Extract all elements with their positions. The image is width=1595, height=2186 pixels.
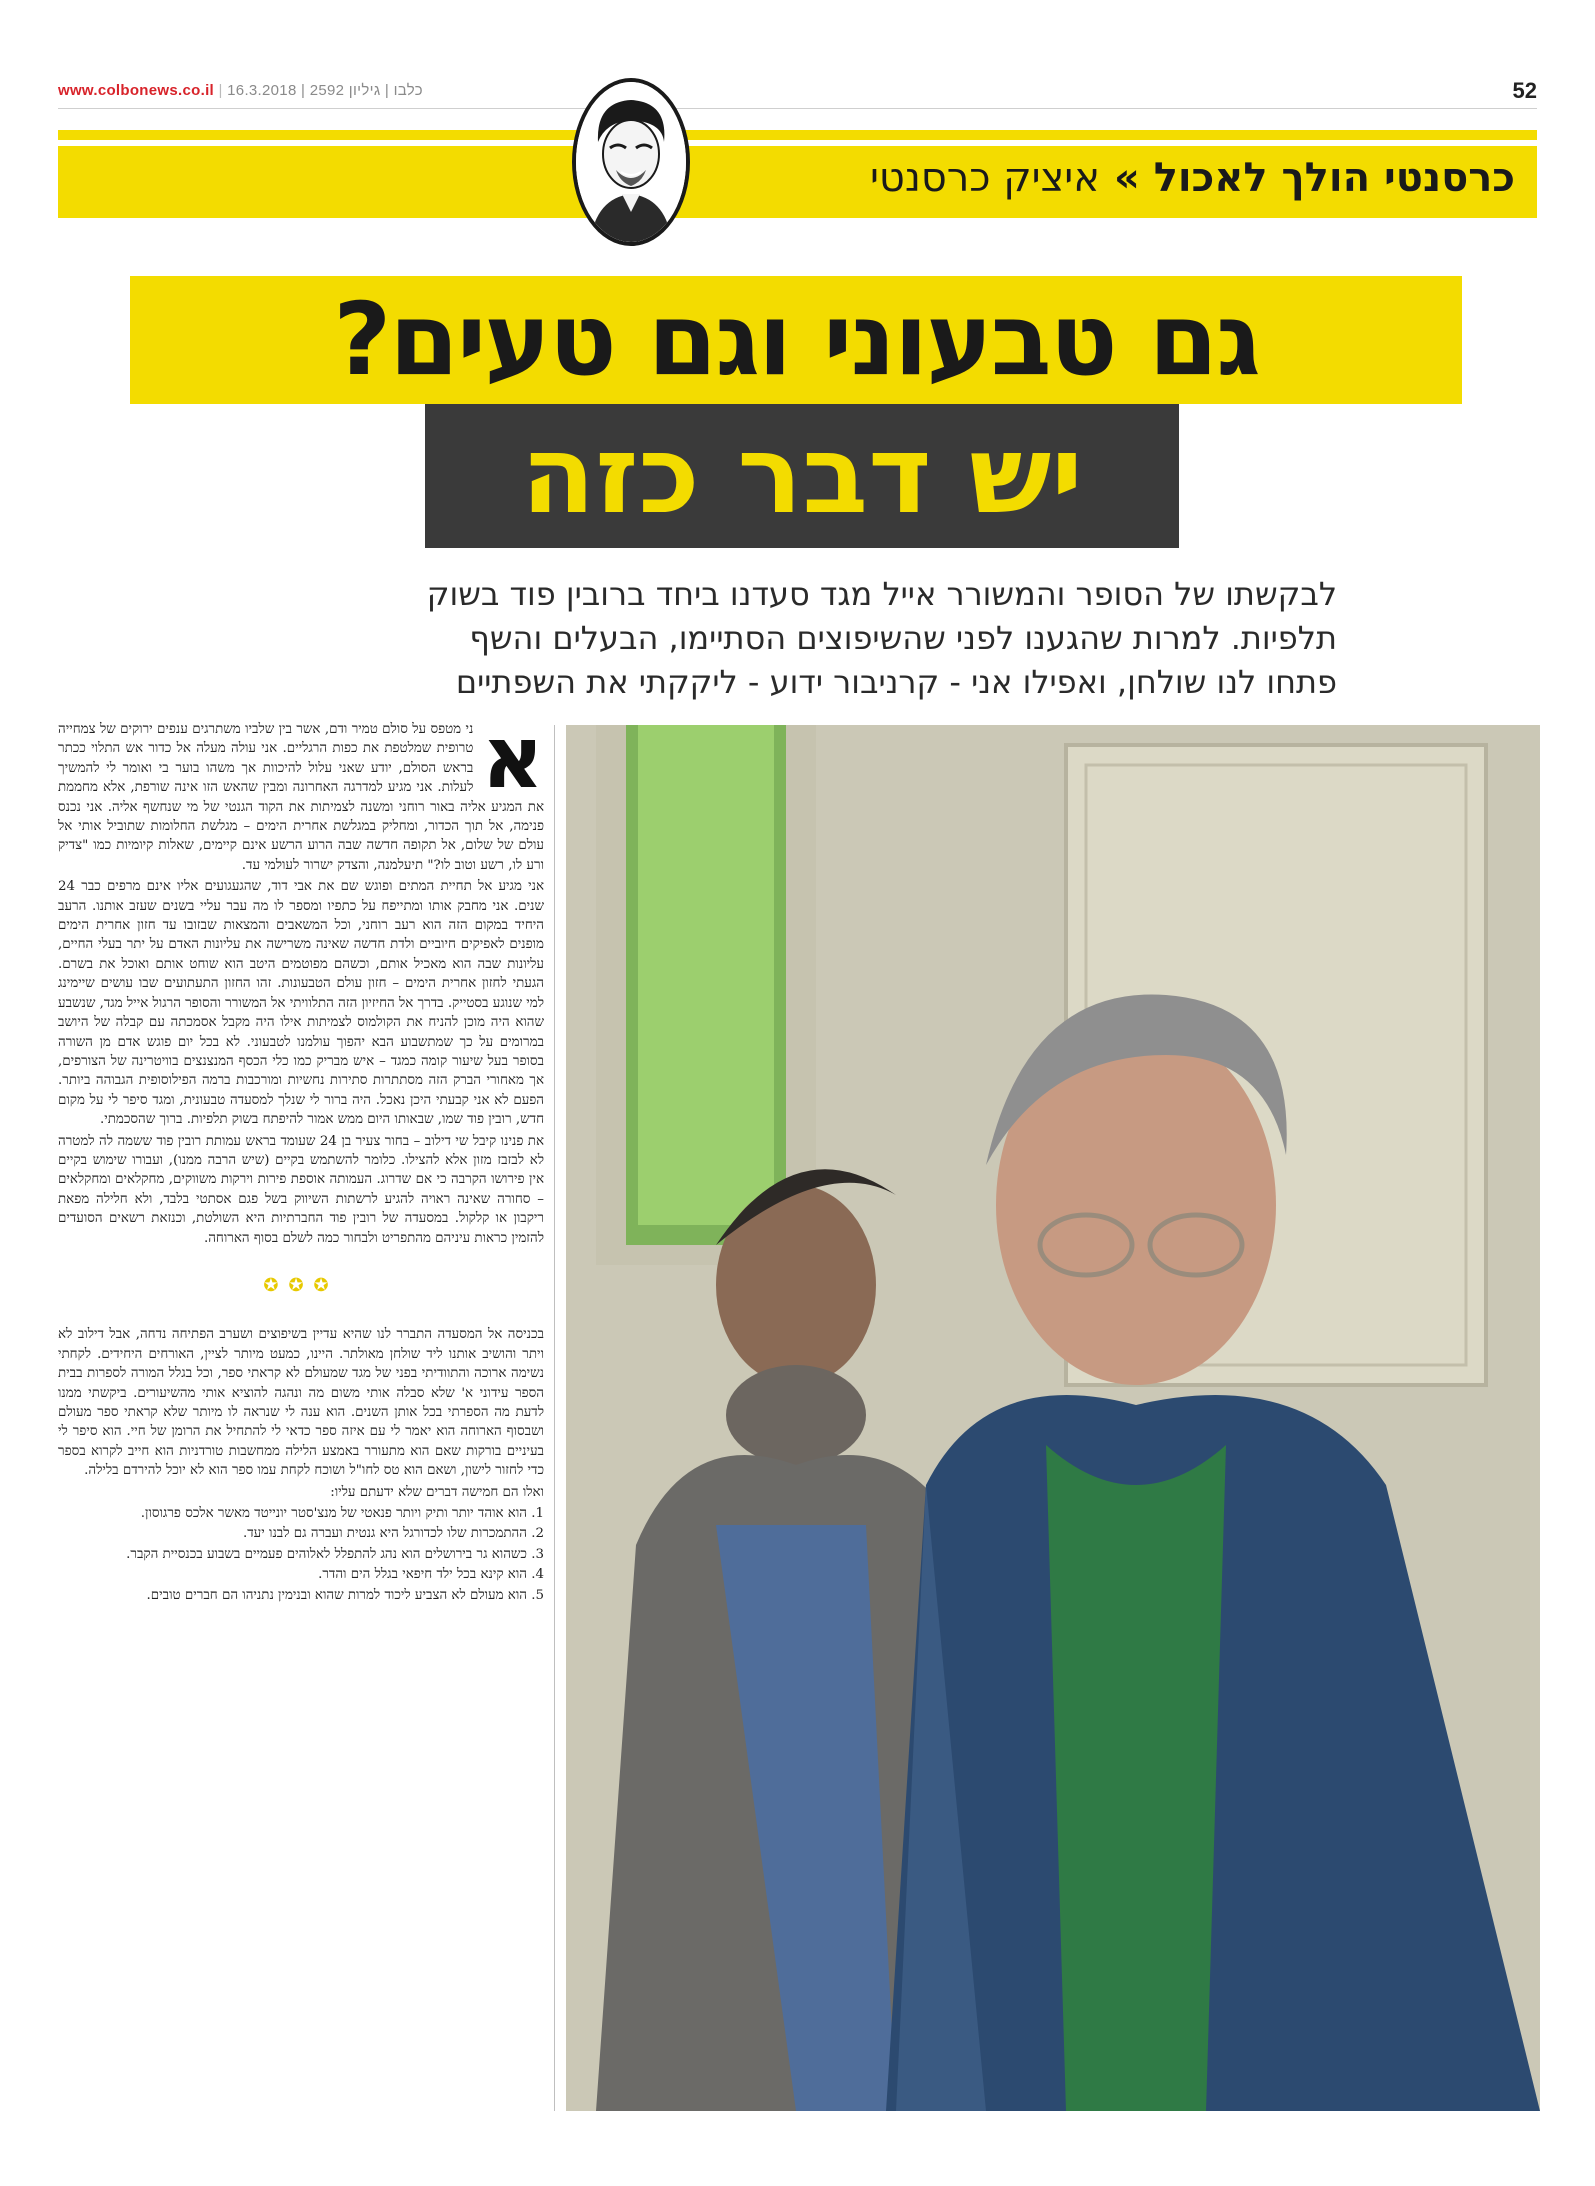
column-title [870, 155, 1515, 201]
column-separator: » [1113, 155, 1140, 201]
column-author: איציק כרסנטי [869, 155, 1100, 201]
headline-text-2: יש דבר כזה [521, 413, 1083, 538]
photo-two-men-selfie [566, 725, 1540, 2111]
header-rule [58, 108, 1537, 109]
drop-cap: א [481, 708, 544, 808]
headline-line-1 [130, 276, 1462, 404]
column-band [58, 146, 1537, 218]
deck-line: פתחו לנו שולחן, ואפילו אני - קרניבור ידוע - ליקקתי את השפתיים [455, 663, 1337, 701]
column-band-top [58, 130, 1537, 140]
meta-separator: | [218, 82, 228, 99]
list-item: 5. הוא מעולם לא הצביע ליכוד למרות שהוא ובנימין נתניהו הם חברים טובים. [146, 1587, 544, 1603]
article-body [58, 708, 545, 1606]
headline-text-1: גם טבעוני וגם טעים? [333, 281, 1259, 398]
deck-line: תלפיות. למרות שהגענו לפני שהשיפוצים הסתיימו, הבעלים והשף [469, 619, 1337, 657]
article-deck [240, 572, 1337, 704]
deck-line: לבקשתו של הסופר והמשורר אייל מגד סעדנו ביחד ברובין פוד בשוק [426, 575, 1337, 613]
list-intro: ואלו הם חמישה דברים שלא ידעתם עליו: [330, 1484, 544, 1500]
issue-meta [58, 82, 423, 99]
column-divider [554, 725, 555, 2111]
paragraph-text: ני מטפס על סולם טמיר ודם, אשר בין שלביו משתרגים ענפים ירוקים של צמחייה טרופית שמלטפת את כפות הרגליים. אני עולה מעלה אל כדור אש התלוי ככתר בראש הסולם, יודע שאני עלול להיכוות אך משהו בוער בי ואומר לי להמשיך לעלות. אני מגיע למדרגה האחרונה ומבין שהאש הזו אינה שורפת, אלא מחממת את המגיע אליה באור רוחני ומשנה לצמיתות את הקוד הגנטי של מי שנחשף אליה. אני נכנס פנימה, אל תוך הכדור, ומחליק במגלשת אחרית הימים – מגלשת החלומות שתוביל אותי אל עולם של שלום, אל תקופה חדשה שבה הרוע הרשע אינם קיימים, שאלות קיומיות כמו "צדיק ורע לו, רשע וטוב לו?" תיעלמנה, והצדק ישרור לעולמי עד. [58, 722, 544, 873]
article-paragraph: את פנינו קיבל שי דילוב – בחור צעיר בן 24 שעומד בראש עמותת רובין פוד ששמה לה למטרה לא לבזבז מזון אלא להצילו. כלומר להשתמש בקיים (שיש הרבה ממנו), ועבורו שימוש בקיים אין פירושו הקרבה כי אם שדרוג. העמותה אוספת פירות וירקות משווקים, מחקלאים ומחקלאים – סחורה שאינה ראויה להגיע לרשתות השיווק בשל פגם אסתטי בלבד, ולא חלילה מפאת ריקבון או קלקול. במסעדה של רובין פוד החברתיות היא השולטת, וכנזאת רשאים הסועדים להזמין כראות עיניהם מהתפריט ולבחור כמה לשלם בסוף הארוחה. [58, 1133, 545, 1246]
article-paragraph [58, 708, 544, 875]
issue-info: כלבו | גיליון 2592 | 16.3.2018 [227, 82, 423, 99]
list-item: 4. הוא קינא בכל ילד חיפאי בגלל הים והדר. [318, 1567, 544, 1583]
section-break-stars-icon: ✪✪✪ [263, 1274, 339, 1296]
list-item: 2. ההתמכרות שלו לכדורגל היא גנטית ועברה גם לבנו יעד. [242, 1526, 544, 1542]
article-paragraph: אני מגיע אל תחיית המתים ופוגש שם את אבי דוד, שהגעגועים אליו אינם מרפים כבר 24 שנים. אני מחבק אותו ומתייפח על כתפיו ומספר לו מה עבר עליי בשנים שעזב אותנו. הרעב היחיד במקום הזה הוא רעב רוחני, וכל המשאבים והמצאות שבזובו עד חזון אחרית הימים מופנים לאפיקים חיוביים ולדת חדשה שאינה משרישה את עליונות האדם על יתר בעלי החיים, עליונות שבה הוא מאכיל אותם, וכשהם מפוטמים היטב הוא שוחט אותם ואוכל את בשרם. הגעתי לחזון אחרית הימים – חזון עולם הטבעונות. זהו החזון התעתועים שבו עושים שיימינג למי שנוגע בסטייק. בדרך אל החיזיון הזה התלוויתי אל המשורר והסופר הרגול אייל מגד, שנשבע שהוא היה מוכן להניח את הקולמוס לצמיתות אילו היה מקבל אסמכתה עם קבלה של היושב במרומים על כך שמתשבוע הבא יהפוך עולמנו לטבעוני. לא בכל יום פוגש אדם מן השורה בסופר בעל שיעור קומה כמגד – איש מבריק כמו כלי הכסף המנצנצים בוויטרינה של הצורפים, אך מאחורי הברק הזה מסתתרות סתירות נחשיות ומורכבות ברמה הפילוסופית הגבוהה ביותר. הפעם לא אני קבעתי היכן נאכל. היה ברור לי שנלך למסעדה טבעונית, ומגד סיפר לי על מקום חדש, רובין פוד שמו, שבאותו היום ממש אמור להיפתח בשוק תלפיות. ברוך שהסכמתי. [58, 879, 544, 1128]
page-header [58, 78, 1537, 110]
site-url[interactable]: www.colbonews.co.il [58, 82, 215, 99]
column-name: כרסנטי הולך לאכול [1153, 155, 1515, 201]
list-item: 3. כשהוא גר בירושלים הוא נהג להתפלל לאלוהים פעמיים בשבוע בכנסיית הקבר. [126, 1546, 544, 1562]
headline-line-2 [425, 404, 1179, 548]
columnist-caricature-icon [572, 78, 690, 246]
facts-list [58, 1504, 544, 1605]
page-number: 52 [1512, 78, 1537, 103]
article-paragraph: בכניסה אל המסעדה התברר לנו שהיא עדיין בשיפוצים ושערב הפתיחה נדחה, אבל דילוב לא ויתר והושיב אותנו ליד שולחן מאולתר. היינו, כמעט מיותר לציין, האורחים היחידים. לקחתי נשימה ארוכה והתוודיתי בפני של מגד שמעולם לא קראתי ספר, וכל בגלל המורה לספרות בבית הספר עידוני א' שלא סבלה אותי משום מה ונהגה להוציא אותי מהשיעורים. ביקשתי ממנו לדעת מה הספרתי בכל אותן השנים. הוא ענה לי שנראה לו מיותר שלא קראתי ספר מעולם ושבסוף הארוחה הוא יאמר לי עם איזה ספר כדאי לי להתחיל את הרומן של חיי. הוא סיפר לי בעיניים בורקות שאם הוא מתעורר באמצע הלילה ממחשבות טורדניות הוא חייב לקרוא בספר כדי לחזור לישון, ושאם הוא טס לחו"ל ושוכח לקחת עמו ספר הוא לא יוכל להירדם בלילה. [58, 1327, 544, 1479]
list-item: 1. הוא אוהד יותר ותיק ויותר פנאטי של מנצ'סטר יונייטד מאשר אלכס פרגוסון. [140, 1506, 544, 1522]
